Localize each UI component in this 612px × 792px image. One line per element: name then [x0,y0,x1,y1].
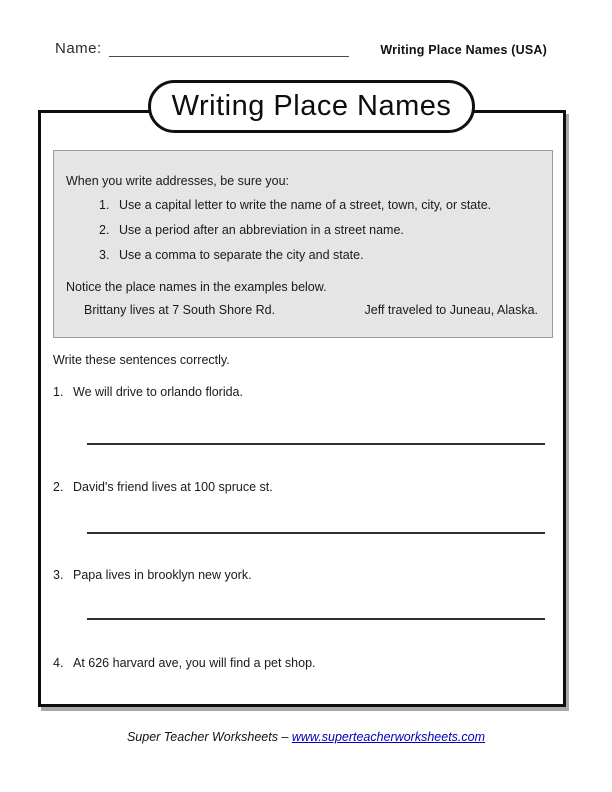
example-sentence-left: Brittany lives at 7 South Shore Rd. [84,303,276,317]
rule-number: 2. [99,223,110,237]
instruction-panel [53,150,553,338]
exercise-sentence: David's friend lives at 100 spruce st. [73,480,273,494]
exercise-sentence: We will drive to orlando florida. [73,385,243,399]
footer-website-link[interactable]: www.superteacherworksheets.com [291,730,486,744]
exercise-item-1 [53,385,243,399]
worksheet-title-banner [148,80,475,133]
answer-line-1 [87,443,545,445]
rule-item [99,223,538,238]
exercise-item-4 [53,656,316,670]
answer-line-3 [87,618,545,620]
name-label: Name: [55,40,102,57]
exercise-number: 2. [53,480,64,494]
instruction-intro: When you write addresses, be sure you: [66,174,290,188]
rule-text: Use a capital letter to write the name of a street, town, city, or state. [119,198,492,212]
rule-item [99,198,538,213]
rule-item [99,248,538,263]
exercise-item-2 [53,480,273,494]
exercise-number: 3. [53,568,64,582]
footer [0,730,612,744]
rules-list [99,198,538,263]
rule-text: Use a period after an abbreviation in a street name. [119,223,404,237]
name-field-group [55,40,349,57]
page-title: Writing Place Names [171,90,452,122]
worksheet-tag: Writing Place Names (USA) [380,43,547,57]
name-blank-line [109,42,349,57]
notice-text: Notice the place names in the examples below. [66,280,327,294]
exercise-sentence: At 626 harvard ave, you will find a pet shop. [73,656,316,670]
directions-text: Write these sentences correctly. [53,353,230,367]
exercise-item-3 [53,568,252,582]
exercise-sentence: Papa lives in brooklyn new york. [73,568,252,582]
examples-row [66,303,538,318]
footer-brand-text: Super Teacher Worksheets – [126,730,292,744]
worksheet-border-box [38,110,566,707]
example-sentence-right: Jeff traveled to Juneau, Alaska. [364,303,538,317]
header [55,40,547,57]
rule-number: 3. [99,248,110,262]
exercise-number: 4. [53,656,64,670]
rule-number: 1. [99,198,110,212]
exercise-number: 1. [53,385,64,399]
rule-text: Use a comma to separate the city and state. [119,248,364,262]
answer-line-2 [87,532,545,534]
